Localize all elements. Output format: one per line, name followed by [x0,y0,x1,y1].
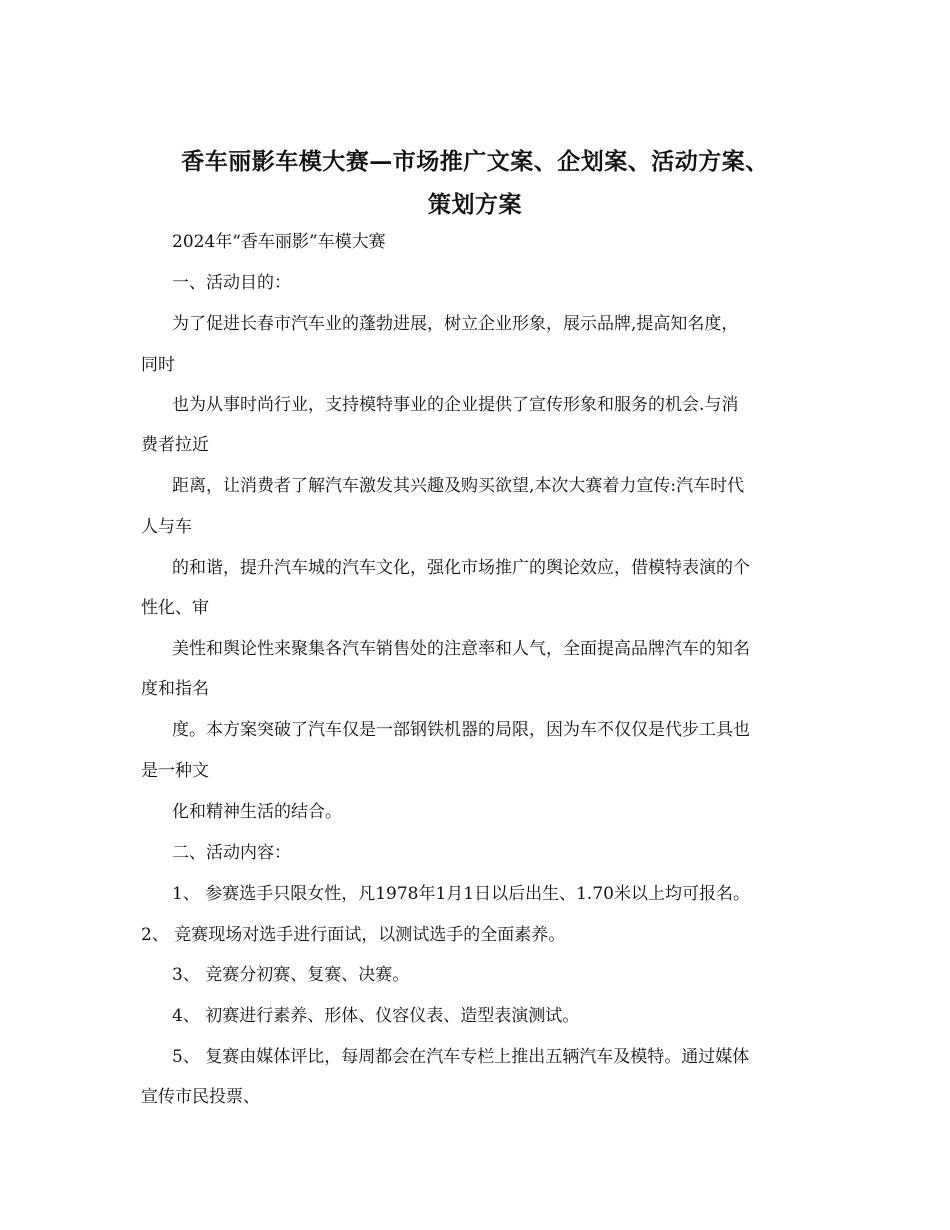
event-year-name: 2024年“香车丽影”车模大赛 [172,232,386,252]
document-title-line-1: 香车丽影车模大赛—市场推广文案、企划案、活动方案、 [181,148,769,175]
paragraph-line: 费者拉近 [141,435,209,455]
document-title-line-2: 策划方案 [428,191,522,218]
list-item: 3、 竞赛分初赛、复赛、决赛。 [172,965,410,985]
list-item: 1、 参赛选手只限女性，凡1978年1月1日以后出生、1.70米以上均可报名。 [172,884,750,904]
paragraph-line: 是一种文 [141,761,209,781]
paragraph-line: 美性和舆论性来聚集各汽车销售处的注意率和人气，全面提高品牌汽车的知名 [172,639,750,659]
paragraph-line: 度。本方案突破了汽车仅是一部钢铁机器的局限，因为车不仅仅是代步工具也 [172,720,750,740]
section-heading-purpose: 一、活动目的： [172,273,291,293]
paragraph-line: 度和指名 [141,679,209,699]
section-heading-content: 二、活动内容： [172,843,291,863]
paragraph-line: 也为从事时尚行业，支持模特事业的企业提供了宣传形象和服务的机会.与消 [172,395,739,415]
paragraph-line: 化和精神生活的结合。 [172,802,342,822]
paragraph-line: 性化、审 [141,598,209,618]
paragraph-line: 距离，让消费者了解汽车激发其兴趣及购买欲望,本次大赛着力宣传:汽车时代 [172,476,745,496]
paragraph-line: 人与车 [141,517,192,537]
list-item: 2、 竞赛现场对选手进行面试，以测试选手的全面素养。 [141,925,566,945]
list-item: 5、 复赛由媒体评比，每周都会在汽车专栏上推出五辆汽车及模特。通过媒体 [172,1047,750,1067]
paragraph-line: 为了促进长春市汽车业的蓬勃进展，树立企业形象，展示品牌,提高知名度， [172,314,739,334]
list-item: 4、 初赛进行素养、形体、仪容仪表、造型表演测试。 [172,1006,580,1026]
paragraph-line: 同时 [141,355,175,375]
paragraph-line: 的和谐，提升汽车城的汽车文化，强化市场推广的舆论效应，借模特表演的个 [172,558,750,578]
list-item-continuation: 宣传市民投票、 [141,1087,260,1107]
